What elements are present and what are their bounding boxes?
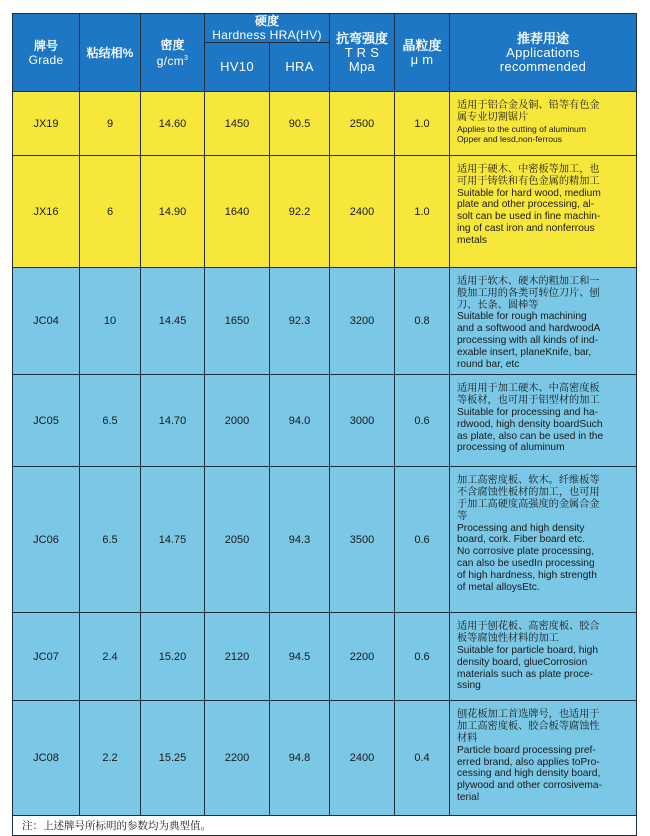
cell-applications xyxy=(450,92,637,156)
application-en: Suitable for processing and ha- rdwood, high density boardSuch as plate, also can be used in the processing of aluminum xyxy=(457,406,604,454)
header-density xyxy=(141,14,205,92)
footnote: 注：上述牌号所标明的参数均为典型值。 xyxy=(13,816,637,836)
header-grade xyxy=(13,14,80,92)
table-row xyxy=(13,92,637,156)
cell-density: 15.25 xyxy=(141,701,205,816)
cell-trs: 2200 xyxy=(330,613,395,701)
cell-density: 15.20 xyxy=(141,613,205,701)
header-applications-en2: recommended xyxy=(499,58,587,74)
application-en: Suitable for rough machining and a softwood and hardwoodA processing with all kinds of ind- exable insert, planeKnife, bar, round bar, etc xyxy=(457,311,601,370)
application-en: Particle board processing pref- erred brand, also applies toPro- cessing and high density board, plywood and other corrosivema- terial xyxy=(457,744,602,803)
cell-hra: 94.3 xyxy=(270,467,330,613)
header-row-top xyxy=(13,14,637,43)
application-en: Suitable for hard wood, medium plate and other processing, al- solt can be used in fine machin- ing of cast iron and nonferrous metals xyxy=(457,187,601,246)
cell-grain: 0.6 xyxy=(395,375,450,467)
table-row xyxy=(13,613,637,701)
cell-grade: JC05 xyxy=(13,375,80,467)
cell-hv10: 1650 xyxy=(205,268,270,375)
grade-table xyxy=(12,13,637,836)
header-grade-en: Grade xyxy=(28,52,64,67)
header-applications xyxy=(450,14,637,92)
application-zh: 适用于铝合金及铜、铅等有色金 属专业切割锯片 xyxy=(457,100,600,123)
cell-hv10: 2000 xyxy=(205,375,270,467)
cell-applications xyxy=(450,268,637,375)
footnote-row xyxy=(13,816,637,836)
header-hardness-zh: 硬度 xyxy=(254,14,279,28)
header-hardness xyxy=(205,14,330,43)
cell-density: 14.90 xyxy=(141,156,205,268)
header-grain-unit: μ m xyxy=(410,51,434,67)
application-zh: 适用用于加工硬木、中高密度板 等板材，也可用于铝型材的加工 xyxy=(457,383,600,407)
cell-hv10: 1640 xyxy=(205,156,270,268)
cell-grain: 0.8 xyxy=(395,268,450,375)
cell-hra: 92.2 xyxy=(270,156,330,268)
header-binder-zh: 粘结相% xyxy=(86,45,134,60)
cell-hra: 94.8 xyxy=(270,701,330,816)
cell-density: 14.70 xyxy=(141,375,205,467)
cell-trs: 3000 xyxy=(330,375,395,467)
cell-hra: 90.5 xyxy=(270,92,330,156)
cell-hra: 94.0 xyxy=(270,375,330,467)
cell-grain: 0.6 xyxy=(395,467,450,613)
cell-trs: 2400 xyxy=(330,701,395,816)
application-zh: 适用于软木、硬木的粗加工和一 般加工用的各类可转位刀片、刨 刀、长条、圆棒等 xyxy=(457,276,600,311)
cell-binder: 2.4 xyxy=(80,613,141,701)
table-row xyxy=(13,701,637,816)
header-trs-en: T R S xyxy=(344,44,380,60)
header-hardness-en: Hardness HRA(HV) xyxy=(212,28,322,42)
header-grade-zh: 牌号 xyxy=(33,38,58,53)
cell-grade: JX19 xyxy=(13,92,80,156)
application-en: Suitable for particle board, high density board, glueCorrosion materials such as plate proce- ssing xyxy=(457,644,599,692)
table-body xyxy=(13,92,637,836)
cell-binder: 2.2 xyxy=(80,701,141,816)
cell-density: 14.60 xyxy=(141,92,205,156)
header-trs-unit: Mpa xyxy=(348,58,376,74)
cell-density: 14.75 xyxy=(141,467,205,613)
cell-grade: JC04 xyxy=(13,268,80,375)
cell-grain: 0.6 xyxy=(395,613,450,701)
cell-grade: JX16 xyxy=(13,156,80,268)
header-trs-zh: 抗弯强度 xyxy=(335,30,388,46)
cell-grade: JC08 xyxy=(13,701,80,816)
cell-binder: 6.5 xyxy=(80,467,141,613)
application-en: Applies to the cutting of aluminum Opper and lesd,non-ferrous xyxy=(457,123,586,144)
cell-binder: 6 xyxy=(80,156,141,268)
header-density-unit: $g/cm^3$ xyxy=(156,53,189,68)
header-hv10: HV10 xyxy=(205,43,270,92)
cell-applications xyxy=(450,156,637,268)
table-row xyxy=(13,156,637,268)
header-grain-zh: 晶粒度 xyxy=(402,37,442,53)
cell-density: 14.45 xyxy=(141,268,205,375)
cell-applications xyxy=(450,375,637,467)
application-zh: 适用于刨花板、高密度板、胶合 板等腐蚀性材料的加工 xyxy=(457,621,600,645)
cell-grade: JC07 xyxy=(13,613,80,701)
cell-trs: 3200 xyxy=(330,268,395,375)
application-en: Processing and high density board, cork. Fiber board etc. No corrosive plate processing, can also be usedIn processing of high hardness, high strength of metal alloysEtc. xyxy=(457,522,597,593)
table-row xyxy=(13,467,637,613)
cell-hv10: 2120 xyxy=(205,613,270,701)
cell-binder: 10 xyxy=(80,268,141,375)
application-zh: 适用于硬木、中密板等加工，也 可用于铸铁和有色金属的精加工 xyxy=(457,164,600,187)
header-applications-en1: Applications xyxy=(506,44,580,60)
application-zh: 刨花板加工首选牌号，也适用于 加工高密度板、胶合板等腐蚀性 材料 xyxy=(457,709,600,744)
header-applications-zh: 推荐用途 xyxy=(516,30,569,46)
cell-applications xyxy=(450,613,637,701)
header-binder xyxy=(80,14,141,92)
header-grain xyxy=(395,14,450,92)
cell-grade: JC06 xyxy=(13,467,80,613)
cell-hv10: 1450 xyxy=(205,92,270,156)
cell-binder: 6.5 xyxy=(80,375,141,467)
cell-trs: 3500 xyxy=(330,467,395,613)
cell-applications xyxy=(450,467,637,613)
header-density-zh: 密度 xyxy=(160,37,185,52)
cell-applications xyxy=(450,701,637,816)
table-row xyxy=(13,268,637,375)
application-zh: 加工高密度板、软木。纤维板等 不含腐蚀性板材的加工，也可用 于加工高硬度高强度的金属合金 等 xyxy=(457,475,600,522)
cell-grain: 1.0 xyxy=(395,156,450,268)
cell-hv10: 2050 xyxy=(205,467,270,613)
table-row xyxy=(13,375,637,467)
cell-binder: 9 xyxy=(80,92,141,156)
header-trs xyxy=(330,14,395,92)
cell-trs: 2500 xyxy=(330,92,395,156)
cell-hra: 92.3 xyxy=(270,268,330,375)
cell-trs: 2400 xyxy=(330,156,395,268)
cell-hra: 94.5 xyxy=(270,613,330,701)
header-hra: HRA xyxy=(270,43,330,92)
cell-grain: 1.0 xyxy=(395,92,450,156)
cell-hv10: 2200 xyxy=(205,701,270,816)
cell-grain: 0.4 xyxy=(395,701,450,816)
